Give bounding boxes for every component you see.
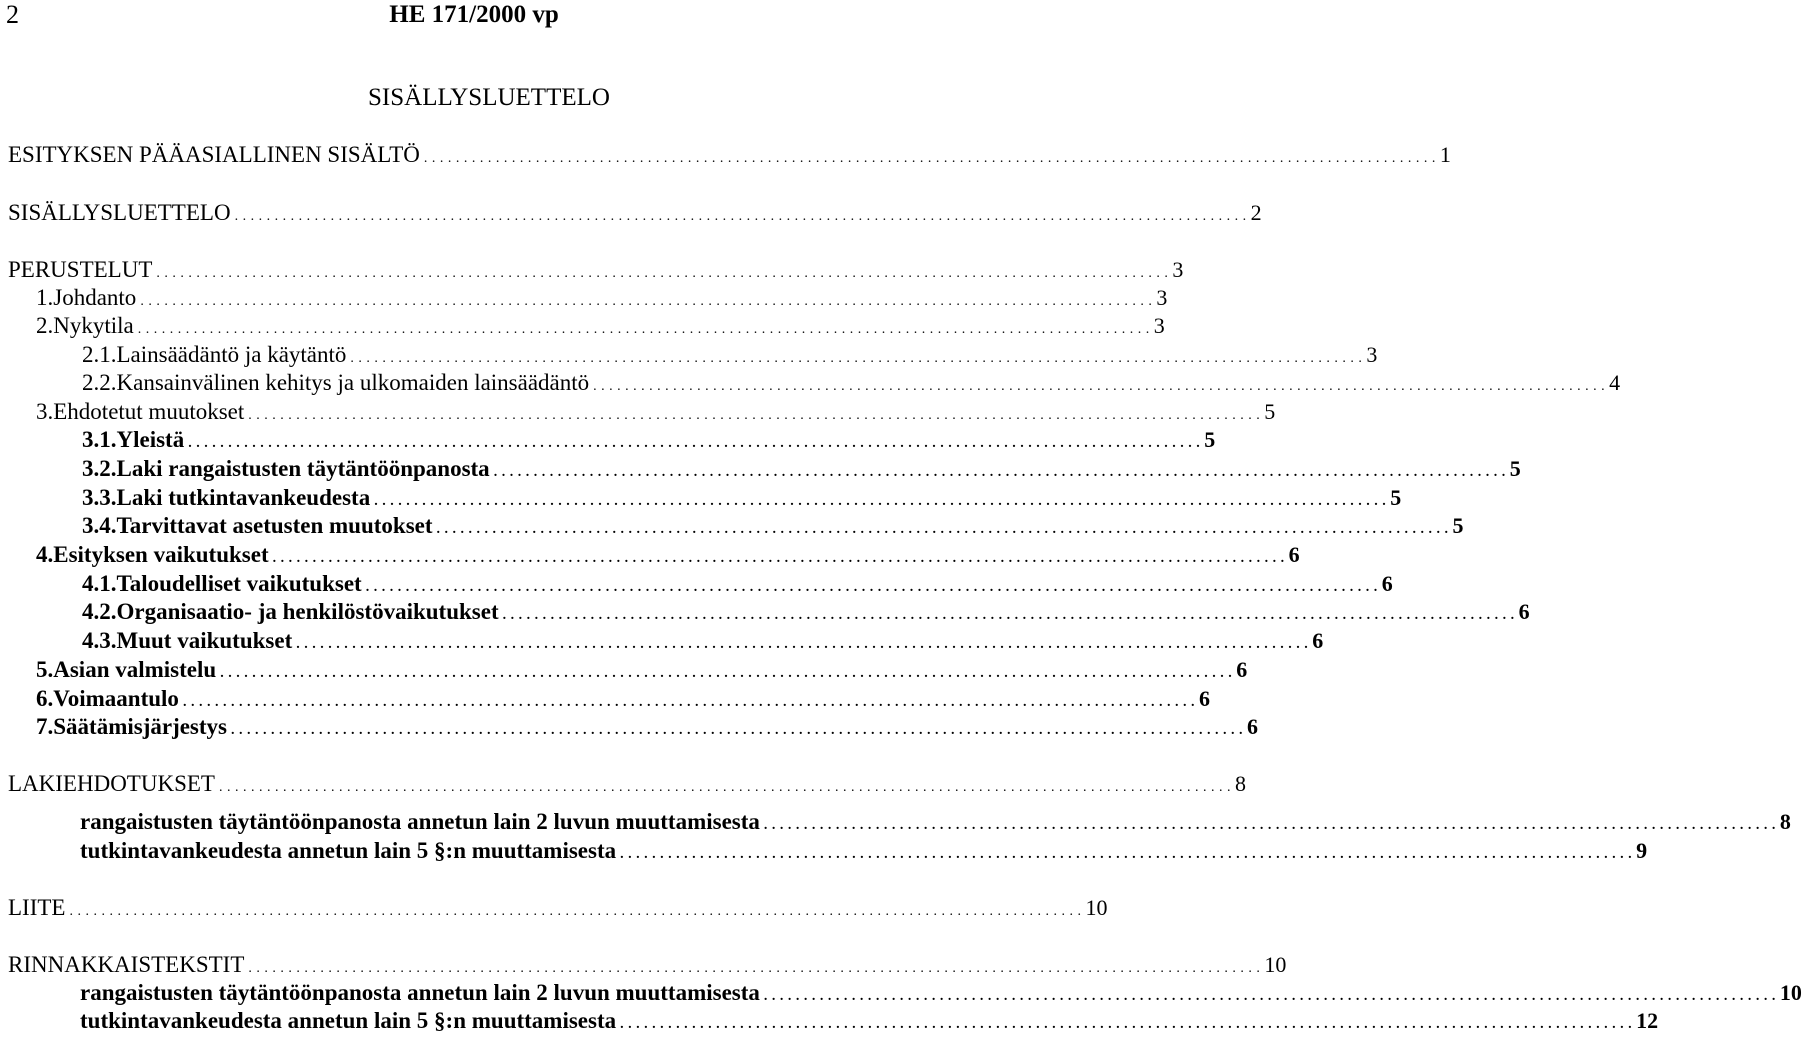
toc-leader-dots: . . . . . . . . . . . . . . . . . . . . . . . . . . . . . . . . . . . . . . . . . . . . . . . . . . . . . . . . . . . . . . . . . . . . . . . . . . . . . . . . . . . . . . . . . . . . . . . . . . . . . . . . . . . . . . . . . . . . . . . . . . . . . . . <box>374 494 1387 509</box>
toc-entry-title: rangaistusten täytäntöönpanosta annetun lain 2 luvun muuttamisesta <box>80 980 760 1005</box>
toc-leader-dots: . . . . . . . . . . . . . . . . . . . . . . . . . . . . . . . . . . . . . . . . . . . . . . . . . . . . . . . . . . . . . . . . . . . . . . . . . . . . . . . . . . . . . . . . . . . . . . . . . . . . . . . . . . . . . . . . . . . . . . . . . . . . . . . <box>620 847 1633 862</box>
toc-entry-page: 12 <box>1636 1008 1659 1033</box>
toc-entry-title: rangaistusten täytäntöönpanosta annetun lain 2 luvun muuttamisesta <box>80 809 760 834</box>
toc-entry-page: 2 <box>1250 200 1262 225</box>
toc-entry-lakiehdotus-tutkintavankeudesta[interactable] <box>80 836 1648 866</box>
toc-entry-page: 8 <box>1779 809 1791 834</box>
toc-entry-title: PERUSTELUT <box>8 257 153 282</box>
toc-entry-page: 1 <box>1439 142 1451 167</box>
toc-entry-number: 3.3. <box>82 485 117 510</box>
toc-leader-dots: . . . . . . . . . . . . . . . . . . . . . . . . . . . . . . . . . . . . . . . . . . . . . . . . . . . . . . . . . . . . . . . . . . . . . . . . . . . . . . . . . . . . . . . . . . . . . . . . . . . . . . . . . . . . . . . . . . . . . . . . . . . . . . . <box>140 294 1153 309</box>
toc-entry-page: 6 <box>1518 599 1530 624</box>
toc-entry-number: 3.2. <box>82 456 117 481</box>
toc-entry-sisallysluettelo[interactable] <box>8 198 1262 228</box>
toc-entry-laki-rangaistusten-taytantoonpanosta[interactable] <box>82 454 1521 484</box>
toc-entry-page: 8 <box>1234 771 1246 796</box>
toc-entry-page: 6 <box>1312 628 1324 653</box>
toc-entry-title: RINNAKKAISTEKSTIT <box>8 952 245 977</box>
toc-entry-title: Laki rangaistusten täytäntöönpanosta <box>116 456 490 481</box>
toc-entry-rinnakkaistekstit[interactable] <box>8 950 1287 980</box>
toc-entry-number: 2.2. <box>82 370 117 395</box>
toc-entry-page: 6 <box>1288 542 1300 567</box>
toc-entry-number: 4.2. <box>82 599 117 624</box>
toc-entry-title: Johdanto <box>53 285 137 310</box>
toc-leader-dots: . . . . . . . . . . . . . . . . . . . . . . . . . . . . . . . . . . . . . . . . . . . . . . . . . . . . . . . . . . . . . . . . . . . . . . . . . . . . . . . . . . . . . . . . . . . . . . . . . . . . . . . . . . . . . . . . . . . . . . . . . . . . . . . <box>137 322 1150 337</box>
toc-entry-page: 6 <box>1381 571 1393 596</box>
toc-entry-number: 3. <box>36 399 54 424</box>
toc-leader-dots: . . . . . . . . . . . . . . . . . . . . . . . . . . . . . . . . . . . . . . . . . . . . . . . . . . . . . . . . . . . . . . . . . . . . . . . . . . . . . . . . . . . . . . . . . . . . . . . . . . . . . . . . . . . . . . . . . . . . . . . . . . . . . . . <box>620 1017 1633 1032</box>
toc-entry-title: SISÄLLYSLUETTELO <box>8 200 231 225</box>
toc-entry-page: 3 <box>1172 257 1184 282</box>
toc-leader-dots: . . . . . . . . . . . . . . . . . . . . . . . . . . . . . . . . . . . . . . . . . . . . . . . . . . . . . . . . . . . . . . . . . . . . . . . . . . . . . . . . . . . . . . . . . . . . . . . . . . . . . . . . . . . . . . . . . . . . . . . . . . . . . . . <box>234 209 1247 224</box>
toc-leader-dots: . . . . . . . . . . . . . . . . . . . . . . . . . . . . . . . . . . . . . . . . . . . . . . . . . . . . . . . . . . . . . . . . . . . . . . . . . . . . . . . . . . . . . . . . . . . . . . . . . . . . . . . . . . . . . . . . . . . . . . . . . . . . . . . <box>218 780 1231 795</box>
toc-entry-title: Yleistä <box>116 427 185 452</box>
toc-entry-page: 5 <box>1509 456 1521 481</box>
toc-entry-title: tutkintavankeudesta annetun lain 5 §:n muuttamisesta <box>80 1008 617 1033</box>
toc-entry-rinnakkaisteksti-tutkintavankeudesta[interactable] <box>80 1006 1659 1036</box>
toc-leader-dots: . . . . . . . . . . . . . . . . . . . . . . . . . . . . . . . . . . . . . . . . . . . . . . . . . . . . . . . . . . . . . . . . . . . . . . . . . . . . . . . . . . . . . . . . . . . . . . . . . . . . . . . . . . . . . . . . . . . . . . . . . . . . . . . <box>763 818 1776 833</box>
toc-leader-dots: . . . . . . . . . . . . . . . . . . . . . . . . . . . . . . . . . . . . . . . . . . . . . . . . . . . . . . . . . . . . . . . . . . . . . . . . . . . . . . . . . . . . . . . . . . . . . . . . . . . . . . . . . . . . . . . . . . . . . . . . . . . . . . . <box>188 436 1201 451</box>
toc-leader-dots: . . . . . . . . . . . . . . . . . . . . . . . . . . . . . . . . . . . . . . . . . . . . . . . . . . . . . . . . . . . . . . . . . . . . . . . . . . . . . . . . . . . . . . . . . . . . . . . . . . . . . . . . . . . . . . . . . . . . . . . . . . . . . . . <box>272 551 1285 566</box>
toc-entry-yleista[interactable] <box>82 425 1216 455</box>
toc-entry-page: 10 <box>1264 952 1287 977</box>
toc-entry-title: Organisaatio- ja henkilöstövaikutukset <box>116 599 499 624</box>
toc-entry-title: Esityksen vaikutukset <box>53 542 269 567</box>
toc-leader-dots: . . . . . . . . . . . . . . . . . . . . . . . . . . . . . . . . . . . . . . . . . . . . . . . . . . . . . . . . . . . . . . . . . . . . . . . . . . . . . . . . . . . . . . . . . . . . . . . . . . . . . . . . . . . . . . . . . . . . . . . . . . . . . . . <box>365 580 1378 595</box>
toc-leader-dots: . . . . . . . . . . . . . . . . . . . . . . . . . . . . . . . . . . . . . . . . . . . . . . . . . . . . . . . . . . . . . . . . . . . . . . . . . . . . . . . . . . . . . . . . . . . . . . . . . . . . . . . . . . . . . . . . . . . . . . . . . . . . . . . <box>593 379 1606 394</box>
toc-entry-title: LAKIEHDOTUKSET <box>8 771 215 796</box>
toc-entry-page: 5 <box>1264 399 1276 424</box>
toc-leader-dots: . . . . . . . . . . . . . . . . . . . . . . . . . . . . . . . . . . . . . . . . . . . . . . . . . . . . . . . . . . . . . . . . . . . . . . . . . . . . . . . . . . . . . . . . . . . . . . . . . . . . . . . . . . . . . . . . . . . . . . . . . . . . . . . <box>350 351 1363 366</box>
toc-entry-number: 3.1. <box>82 427 117 452</box>
toc-entry-page: 6 <box>1236 657 1248 682</box>
toc-entry-number: 5. <box>36 657 54 682</box>
toc-entry-number: 4.3. <box>82 628 117 653</box>
toc-entry-number: 3.4. <box>82 513 117 538</box>
toc-entry-lakiehdotus-rangaistusten[interactable] <box>80 807 1791 837</box>
toc-heading-text: SISÄLLYSLUETTELO <box>368 84 610 111</box>
toc-entry-rinnakkaisteksti-rangaistusten[interactable] <box>80 978 1802 1008</box>
toc-leader-dots: . . . . . . . . . . . . . . . . . . . . . . . . . . . . . . . . . . . . . . . . . . . . . . . . . . . . . . . . . . . . . . . . . . . . . . . . . . . . . . . . . . . . . . . . . . . . . . . . . . . . . . . . . . . . . . . . . . . . . . . . . . . . . . . <box>493 465 1506 480</box>
toc-entry-organisaatio-ja-henkilostovaikutukset[interactable] <box>82 597 1530 627</box>
toc-entry-page: 10 <box>1779 980 1802 1005</box>
toc-entry-page: 9 <box>1636 838 1648 863</box>
toc-entry-saatamisjarjestys[interactable] <box>36 712 1258 742</box>
toc-entry-lakiehdotukset[interactable] <box>8 769 1246 799</box>
toc-entry-voimaantulo[interactable] <box>36 684 1210 714</box>
toc-leader-dots: . . . . . . . . . . . . . . . . . . . . . . . . . . . . . . . . . . . . . . . . . . . . . . . . . . . . . . . . . . . . . . . . . . . . . . . . . . . . . . . . . . . . . . . . . . . . . . . . . . . . . . . . . . . . . . . . . . . . . . . . . . . . . . . <box>231 723 1243 738</box>
toc-entry-page: 10 <box>1085 895 1108 920</box>
toc-entry-number: 4. <box>36 542 54 567</box>
toc-entry-johdanto[interactable] <box>36 283 1168 313</box>
toc-entry-asian-valmistelu[interactable] <box>36 655 1248 685</box>
toc-leader-dots: . . . . . . . . . . . . . . . . . . . . . . . . . . . . . . . . . . . . . . . . . . . . . . . . . . . . . . . . . . . . . . . . . . . . . . . . . . . . . . . . . . . . . . . . . . . . . . . . . . . . . . . . . . . . . . . . . . . . . . . . . . . . . . . <box>220 666 1233 681</box>
toc-leader-dots: . . . . . . . . . . . . . . . . . . . . . . . . . . . . . . . . . . . . . . . . . . . . . . . . . . . . . . . . . . . . . . . . . . . . . . . . . . . . . . . . . . . . . . . . . . . . . . . . . . . . . . . . . . . . . . . . . . . . . . . . . . . . . . . <box>423 151 1436 166</box>
toc-entry-tarvittavat-asetusten-muutokset[interactable] <box>82 511 1464 541</box>
toc-leader-dots: . . . . . . . . . . . . . . . . . . . . . . . . . . . . . . . . . . . . . . . . . . . . . . . . . . . . . . . . . . . . . . . . . . . . . . . . . . . . . . . . . . . . . . . . . . . . . . . . . . . . . . . . . . . . . . . . . . . . . . . . . . . . . . . <box>436 522 1449 537</box>
toc-entry-number: 6. <box>36 686 54 711</box>
toc-leader-dots: . . . . . . . . . . . . . . . . . . . . . . . . . . . . . . . . . . . . . . . . . . . . . . . . . . . . . . . . . . . . . . . . . . . . . . . . . . . . . . . . . . . . . . . . . . . . . . . . . . . . . . . . . . . . . . . . . . . . . . . . . . . . . . . <box>156 266 1169 281</box>
toc-entry-title: Asian valmistelu <box>53 657 217 682</box>
toc-leader-dots: . . . . . . . . . . . . . . . . . . . . . . . . . . . . . . . . . . . . . . . . . . . . . . . . . . . . . . . . . . . . . . . . . . . . . . . . . . . . . . . . . . . . . . . . . . . . . . . . . . . . . . . . . . . . . . . . . . . . . . . . . . . . . . . <box>182 695 1195 710</box>
toc-entry-page: 3 <box>1156 285 1168 310</box>
toc-entry-page: 5 <box>1204 427 1216 452</box>
toc-leader-dots: . . . . . . . . . . . . . . . . . . . . . . . . . . . . . . . . . . . . . . . . . . . . . . . . . . . . . . . . . . . . . . . . . . . . . . . . . . . . . . . . . . . . . . . . . . . . . . . . . . . . . . . . . . . . . . . . . . . . . . . . . . . . . . . <box>763 989 1776 1004</box>
toc-entry-esityksen-paaasiallinen-sisalto[interactable] <box>8 140 1451 170</box>
toc-entry-title: Voimaantulo <box>53 686 179 711</box>
toc-entry-perustelut[interactable] <box>8 255 1184 285</box>
toc-entry-number: 7. <box>36 714 54 739</box>
toc-entry-title: tutkintavankeudesta annetun lain 5 §:n muuttamisesta <box>80 838 617 863</box>
toc-entry-nykytila[interactable] <box>36 311 1165 341</box>
toc-entry-page: 3 <box>1366 342 1378 367</box>
toc-entry-taloudelliset-vaikutukset[interactable] <box>82 569 1393 599</box>
toc-entry-title: Säätämisjärjestys <box>53 714 227 739</box>
toc-entry-number: 2. <box>36 313 54 338</box>
toc-entry-title: Taloudelliset vaikutukset <box>116 571 362 596</box>
toc-entry-kansainvalinen-kehitys[interactable] <box>82 368 1621 398</box>
toc-entry-muut-vaikutukset[interactable] <box>82 626 1324 656</box>
page-number: 2 <box>6 0 19 29</box>
toc-entry-page: 5 <box>1390 485 1402 510</box>
toc-entry-title: Laki tutkintavankeudesta <box>116 485 371 510</box>
toc-entry-title: Nykytila <box>53 313 134 338</box>
toc-entry-page: 4 <box>1609 370 1621 395</box>
toc-entry-title: Lainsäädäntö ja käytäntö <box>116 342 347 367</box>
toc-entry-ehdotetut-muutokset[interactable] <box>36 397 1276 427</box>
toc-leader-dots: . . . . . . . . . . . . . . . . . . . . . . . . . . . . . . . . . . . . . . . . . . . . . . . . . . . . . . . . . . . . . . . . . . . . . . . . . . . . . . . . . . . . . . . . . . . . . . . . . . . . . . . . . . . . . . . . . . . . . . . . . . . . . . . <box>248 408 1261 423</box>
toc-leader-dots: . . . . . . . . . . . . . . . . . . . . . . . . . . . . . . . . . . . . . . . . . . . . . . . . . . . . . . . . . . . . . . . . . . . . . . . . . . . . . . . . . . . . . . . . . . . . . . . . . . . . . . . . . . . . . . . . . . . . . . . . . . . . . . . <box>69 904 1082 919</box>
toc-entry-lainsaadanto-ja-kaytanto[interactable] <box>82 340 1378 370</box>
toc-entry-page: 5 <box>1452 513 1464 538</box>
toc-entry-number: 4.1. <box>82 571 117 596</box>
toc-leader-dots: . . . . . . . . . . . . . . . . . . . . . . . . . . . . . . . . . . . . . . . . . . . . . . . . . . . . . . . . . . . . . . . . . . . . . . . . . . . . . . . . . . . . . . . . . . . . . . . . . . . . . . . . . . . . . . . . . . . . . . . . . . . . . . . <box>248 961 1261 976</box>
toc-entry-number: 2.1. <box>82 342 117 367</box>
toc-entry-title: Kansainvälinen kehitys ja ulkomaiden lainsäädäntö <box>116 370 590 395</box>
toc-entry-title: LIITE <box>8 895 66 920</box>
document-id-text: HE 171/2000 vp <box>389 1 559 28</box>
toc-entry-number: 1. <box>36 285 54 310</box>
toc-entry-laki-tutkintavankeudesta[interactable] <box>82 483 1402 513</box>
toc-entry-page: 3 <box>1153 313 1165 338</box>
toc-entry-title: ESITYKSEN PÄÄASIALLINEN SISÄLTÖ <box>8 142 420 167</box>
toc-entry-liite[interactable] <box>8 893 1108 923</box>
toc-entry-esityksen-vaikutukset[interactable] <box>36 540 1300 570</box>
toc-entry-page: 6 <box>1198 686 1210 711</box>
toc-entry-title: Muut vaikutukset <box>116 628 293 653</box>
toc-entry-title: Tarvittavat asetusten muutokset <box>116 513 433 538</box>
toc-leader-dots: . . . . . . . . . . . . . . . . . . . . . . . . . . . . . . . . . . . . . . . . . . . . . . . . . . . . . . . . . . . . . . . . . . . . . . . . . . . . . . . . . . . . . . . . . . . . . . . . . . . . . . . . . . . . . . . . . . . . . . . . . . . . . . . <box>296 637 1309 652</box>
toc-entry-title: Ehdotetut muutokset <box>53 399 245 424</box>
toc-entry-page: 6 <box>1247 714 1258 739</box>
toc-leader-dots: . . . . . . . . . . . . . . . . . . . . . . . . . . . . . . . . . . . . . . . . . . . . . . . . . . . . . . . . . . . . . . . . . . . . . . . . . . . . . . . . . . . . . . . . . . . . . . . . . . . . . . . . . . . . . . . . . . . . . . . . . . . . . . . <box>502 608 1515 623</box>
